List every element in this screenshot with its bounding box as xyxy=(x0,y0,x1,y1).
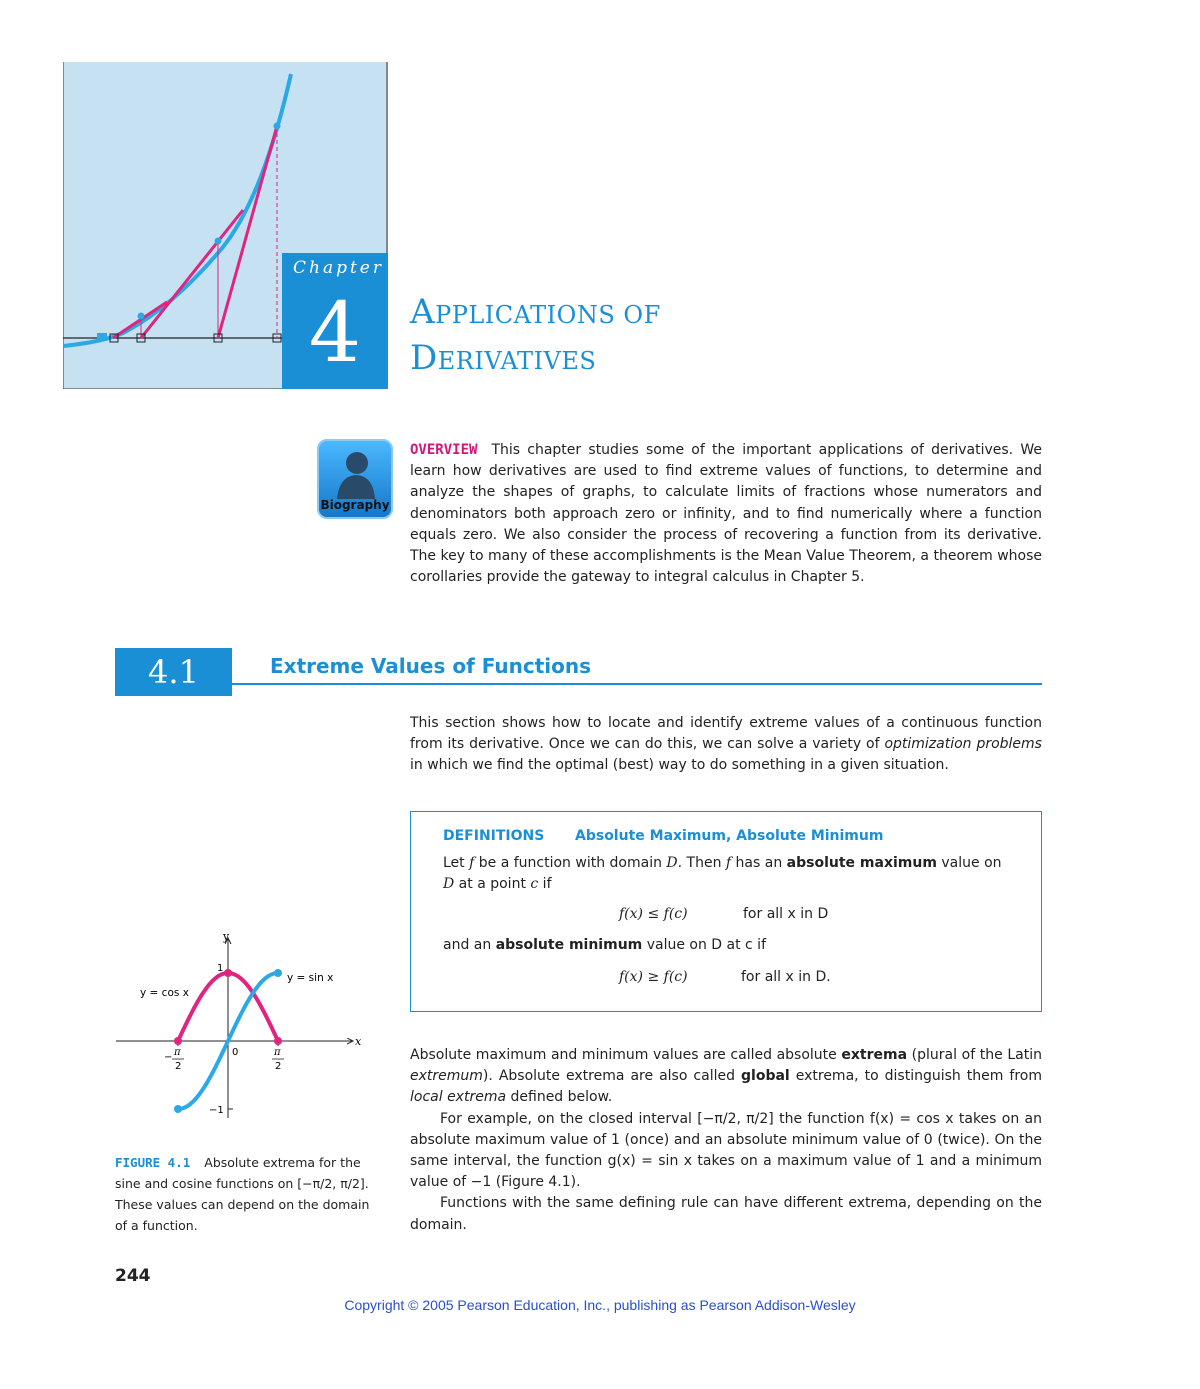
definition-min-condition: for all x in D. xyxy=(741,969,831,985)
tick-label-neg-2: 2 xyxy=(175,1061,182,1072)
definitions-title: Absolute Maximum, Absolute Minimum xyxy=(575,828,884,844)
figure-caption-label: FIGURE 4.1 xyxy=(115,1155,191,1170)
chapter-title-line-1: APPLICATIONS OF xyxy=(410,292,661,332)
tick-label-0: 0 xyxy=(232,1047,239,1058)
overview-paragraph xyxy=(410,440,1042,588)
cos-curve-label: y = cos x xyxy=(140,987,189,999)
definition-max-inequality: f(x) ≤ f(c) xyxy=(619,906,688,922)
figure-caption-text: Absolute extrema for the sine and cosine functions on [−π/2, π/2]. These values can depend on the domain of a function. xyxy=(115,1155,370,1233)
tick-label-neg-pi: π xyxy=(174,1047,181,1058)
sin-endpoint-left xyxy=(174,1105,182,1113)
tick-label-neg1: −1 xyxy=(209,1105,224,1116)
extrema-paragraph-1: Absolute maximum and minimum values are called absolute extrema (plural of the Latin extremum). Absolute extrema are also called global extrema, to distinguish them from local extrema defined below. xyxy=(410,1047,1043,1106)
biography-icon[interactable] xyxy=(317,439,393,519)
cos-endpoint-right xyxy=(274,1037,282,1045)
x-axis-label: x xyxy=(355,1035,362,1048)
chapter-title-line-2: DERIVATIVES xyxy=(410,338,597,378)
section-intro: This section shows how to locate and identify extreme values of a continuous function from its derivative. Once we can do this, we can solve a variety of optimization problems in which we find the optimal (best) way to do something in a given situation. xyxy=(410,715,1042,774)
overview-text: This chapter studies some of the important applications of derivatives. We learn how derivatives are used to find extreme values of functions, to determine and analyze the shapes of graphs, to calculate limits of fractions whose numerators and denominators both approach zero or infinity, and to find numerically where a function equals zero. We also consider the process of recovering a function from its derivative. The key to many of these accomplishments is the Mean Value Theorem, a theorem whose corollaries provide the gateway to integral calculus in Chapter 5. xyxy=(410,442,1042,586)
figure-caption xyxy=(115,1152,370,1236)
tick-label-pos-2: 2 xyxy=(275,1061,282,1072)
cos-max-point xyxy=(224,969,232,977)
extrema-paragraph-3: Functions with the same defining rule can have different extrema, depending on the domain. xyxy=(410,1195,1042,1233)
chapter-number-box xyxy=(282,253,388,389)
definition-min-text: and an absolute minimum value on D at c if xyxy=(443,937,766,953)
definition-max-condition: for all x in D xyxy=(743,906,829,922)
chapter-label: Chapter xyxy=(293,258,384,278)
section-rule xyxy=(232,683,1042,685)
y-axis-label: y xyxy=(223,930,230,943)
definition-max-text: Let f be a function with domain D. Then f has an absolute maximum value on D at a point c if xyxy=(443,855,1002,892)
section-number: 4.1 xyxy=(115,648,232,696)
cos-endpoint-left xyxy=(174,1037,182,1045)
definition-min-inequality: f(x) ≥ f(c) xyxy=(619,969,688,985)
tick-label-neg-minus: − xyxy=(164,1052,173,1063)
biography-label: Biography xyxy=(320,498,390,512)
sin-endpoint-right xyxy=(274,969,282,977)
overview-label: OVERVIEW xyxy=(410,442,478,458)
extrema-discussion xyxy=(410,1045,1042,1236)
definitions-box xyxy=(410,811,1042,1012)
page-number: 244 xyxy=(115,1266,151,1286)
figure-4-1-graph xyxy=(113,928,363,1118)
extrema-paragraph-2: For example, on the closed interval [−π/2, π/2] the function f(x) = cos x takes on an absolute maximum value of 1 (once) and an absolute minimum value of 0 (twice). On the same interval, the function g(x) = sin x takes on a maximum value of 1 and a minimum value of −1 (Figure 4.1). xyxy=(410,1110,1042,1191)
sin-curve-label: y = sin x xyxy=(287,972,334,984)
section-title: Extreme Values of Functions xyxy=(270,654,592,678)
tick-label-pos-pi: π xyxy=(274,1047,281,1058)
tick-label-1: 1 xyxy=(217,963,224,974)
definitions-label: DEFINITIONS xyxy=(443,828,545,844)
chapter-number: 4 xyxy=(308,286,362,381)
copyright-notice: Copyright © 2005 Pearson Education, Inc., publishing as Pearson Addison-Wesley xyxy=(344,1297,856,1313)
